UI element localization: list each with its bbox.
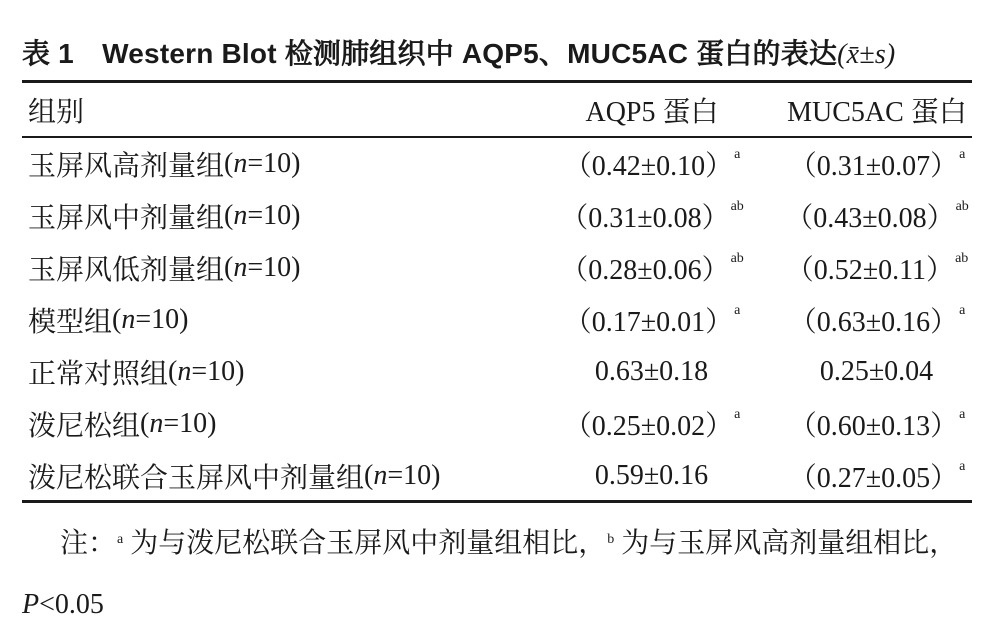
sample-size-label: n (373, 460, 388, 491)
muc5ac-value: （0.52±0.11） (785, 255, 955, 286)
note-p-label: P (22, 589, 40, 620)
cell-aqp5 (542, 450, 762, 502)
sample-size-label: n (233, 200, 248, 231)
sample-size-label: n (177, 356, 192, 387)
header-muc5ac: MUC5AC 蛋白 (787, 96, 967, 128)
paren-close: ) (291, 148, 301, 179)
table-row (22, 346, 972, 398)
note-text-a: 为与泼尼松联合玉屏风中剂量组相比， (123, 528, 607, 559)
muc5ac-value: （0.43±0.08） (785, 203, 955, 234)
cell-muc5ac (767, 138, 987, 190)
cell-group (28, 346, 244, 398)
table-body (22, 138, 972, 502)
cell-aqp5 (542, 138, 762, 190)
table-header-row (22, 83, 972, 136)
muc5ac-significance: a (959, 303, 966, 318)
note-sup-b: b (607, 532, 615, 547)
paren-open: ( (364, 460, 374, 491)
group-name: 正常对照组 (28, 359, 169, 390)
aqp5-significance: a (734, 407, 741, 422)
sample-size-value: =10 (163, 408, 208, 439)
note-p-value: <0.05 (39, 589, 104, 620)
aqp5-value: （0.25±0.02） (563, 411, 734, 442)
aqp5-value: （0.42±0.10） (563, 151, 734, 182)
cell-aqp5 (542, 294, 762, 346)
muc5ac-value: （0.31±0.07） (788, 151, 959, 182)
muc5ac-significance: a (959, 407, 966, 422)
aqp5-value: （0.28±0.06） (560, 255, 730, 286)
aqp5-value: （0.31±0.08） (560, 203, 730, 234)
cell-group (28, 398, 216, 450)
note-label: 注： (60, 528, 117, 559)
table-row (22, 242, 972, 294)
table-row (22, 398, 972, 450)
group-name: 玉屏风低剂量组 (28, 255, 225, 286)
muc5ac-significance: a (959, 459, 966, 474)
aqp5-value: （0.17±0.01） (563, 307, 734, 338)
aqp5-value: 0.63±0.18 (594, 356, 709, 387)
paren-open: ( (140, 408, 150, 439)
paren-open: ( (168, 356, 178, 387)
aqp5-significance: ab (730, 199, 744, 214)
group-name: 模型组 (28, 307, 113, 338)
cell-group (28, 190, 300, 242)
cell-muc5ac (767, 190, 987, 242)
muc5ac-value: （0.60±0.13） (788, 411, 959, 442)
sample-size-value: =10 (247, 148, 292, 179)
caption-title: 表 1 Western Blot 检测肺组织中 AQP5、MUC5AC 蛋白的表达 (22, 38, 838, 69)
note-text-b: 为与玉屏风高剂量组相比， (614, 528, 958, 559)
sample-size-value: =10 (135, 304, 180, 335)
muc5ac-value: （0.27±0.05） (788, 463, 959, 494)
sample-size-value: =10 (387, 460, 432, 491)
cell-aqp5 (542, 242, 762, 294)
cell-group (28, 450, 440, 502)
table-caption (22, 32, 895, 72)
caption-statistic: (x̄±s) (837, 39, 896, 70)
paren-close: ) (291, 200, 301, 231)
aqp5-value: 0.59±0.16 (594, 460, 709, 491)
paren-close: ) (291, 252, 301, 283)
muc5ac-significance: a (959, 147, 966, 162)
group-name: 泼尼松联合玉屏风中剂量组 (28, 463, 365, 494)
header-group: 组别 (28, 96, 85, 128)
sample-size-value: =10 (191, 356, 236, 387)
cell-group (28, 138, 300, 190)
sample-size-label: n (233, 252, 248, 283)
aqp5-significance: a (734, 147, 741, 162)
paren-close: ) (431, 460, 441, 491)
group-name: 玉屏风高剂量组 (28, 151, 225, 182)
cell-muc5ac (767, 294, 987, 346)
group-name: 泼尼松组 (28, 411, 141, 442)
aqp5-significance: ab (730, 251, 744, 266)
cell-aqp5 (542, 398, 762, 450)
table-footnote (22, 516, 982, 633)
cell-group (28, 294, 188, 346)
muc5ac-value: 0.25±0.04 (819, 356, 934, 387)
table-row (22, 294, 972, 346)
paren-open: ( (112, 304, 122, 335)
table-row (22, 450, 972, 502)
paren-close: ) (235, 356, 245, 387)
sample-size-label: n (149, 408, 164, 439)
muc5ac-significance: ab (955, 199, 969, 214)
table-row (22, 138, 972, 190)
sample-size-label: n (121, 304, 136, 335)
header-aqp5: AQP5 蛋白 (585, 96, 719, 128)
cell-aqp5 (542, 190, 762, 242)
cell-muc5ac (767, 346, 987, 398)
cell-muc5ac (767, 398, 987, 450)
sample-size-value: =10 (247, 252, 292, 283)
note-sup-a: a (117, 532, 124, 547)
results-table (22, 83, 972, 502)
sample-size-label: n (233, 148, 248, 179)
paren-open: ( (224, 200, 234, 231)
aqp5-significance: a (734, 303, 741, 318)
table-row (22, 190, 972, 242)
cell-aqp5 (542, 346, 762, 398)
cell-group (28, 242, 300, 294)
cell-muc5ac (767, 242, 987, 294)
muc5ac-significance: ab (955, 251, 969, 266)
paren-close: ) (207, 408, 217, 439)
sample-size-value: =10 (247, 200, 292, 231)
paren-close: ) (179, 304, 189, 335)
muc5ac-value: （0.63±0.16） (788, 307, 959, 338)
paren-open: ( (224, 148, 234, 179)
cell-muc5ac (767, 450, 987, 502)
paren-open: ( (224, 252, 234, 283)
group-name: 玉屏风中剂量组 (28, 203, 225, 234)
